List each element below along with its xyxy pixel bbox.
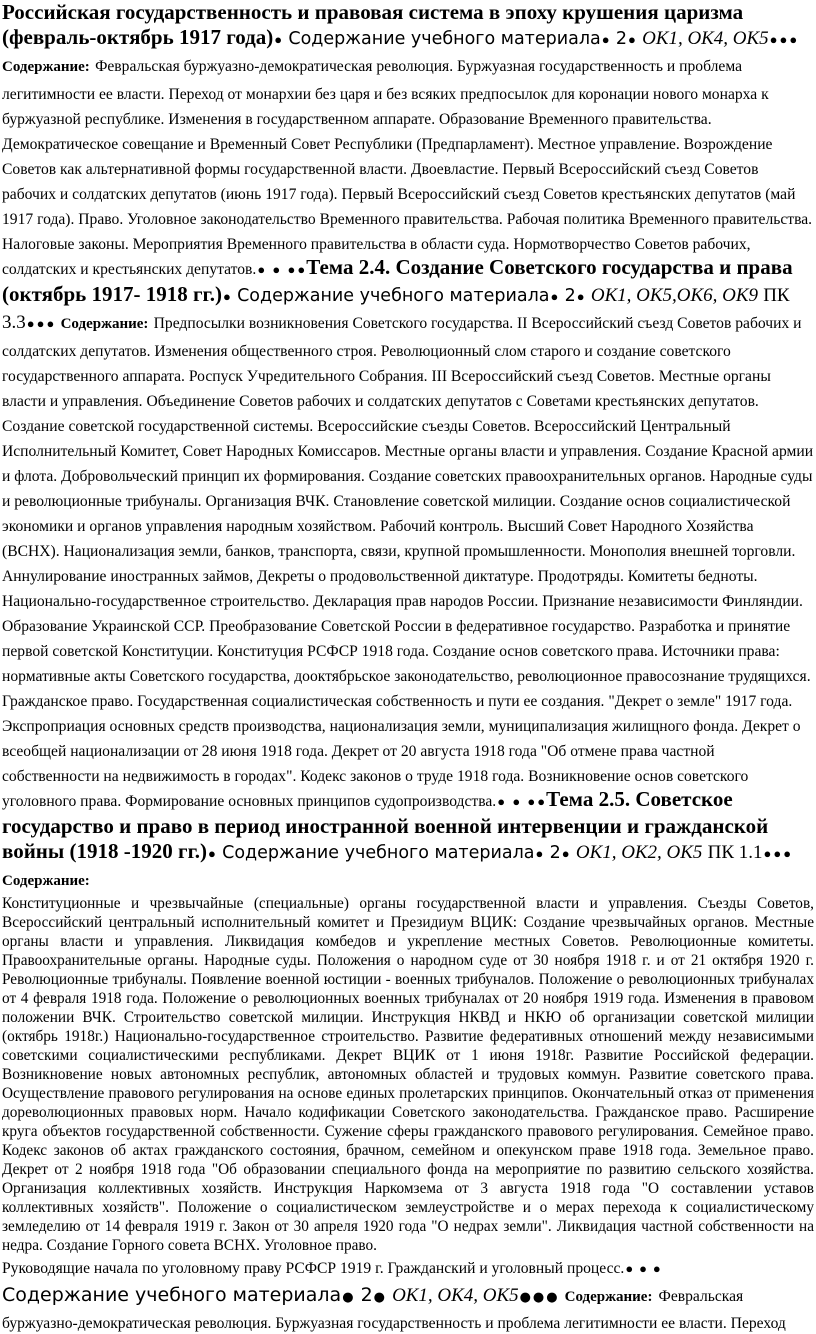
topic-2-5-body: [2, 894, 814, 1255]
bullet-icon: ●: [763, 846, 772, 861]
bullet-icon: ●: [373, 1290, 386, 1305]
bullet-icon: ●: [576, 289, 585, 304]
bullet-icon: ●: [274, 32, 283, 47]
topic-2-5-body-text: Конституционные и чрезвычайные (специальные) органы государственной власти и управления. Съезды Советов, Всероссийский центральный исполнительный комитет и Президиум ВЦИК: Создание чрезвычайных органов. Местные органы власти и управления. Ликвидация комбедов и укрепление местных Советов. Революционные комитеты. Правоохранительные органы. Народные суды. Положения о народном суде от 30 ноября 1918 г. и от 21 октября 1920 г. Революционные трибуналы. Появление военной юстиции - военных трибуналов. Положение о революционных трибуналах от 4 февраля 1918 года. Положение о революционных военных трибуналах от 20 ноября 1919 года. Изменения в правовом положении ВЧК. Строительство советской милиции. Инструкция НКВД и НКЮ об организации советской милиции (октябрь 1918г.) Национально-государственное строительство. Развитие федеративных отношений между независимыми советскими социалистическими республиками. Декрет ВЦИК от 1 июня 1918г. Развитие Российской федерации. Возникновение новых автономных республик, автономных областей и трудовых коммун. Развитие советского права. Осуществление правового регулирования на основе единых пролетарских принципов. Окончательный отказ от применения дореволюционных правовых норм. Начало кодификации Советского законодательства. Гражданское право. Расширение круга объектов государственной собственности. Сужение сферы гражданского правового регулирования. Семейное право. Кодекс законов об актах гражданского состояния, брачном, семейном и опекунском праве 1918 года. Земельное право. Декрет от 2 ноября 1918 года "Об образовании специального фонда на мероприятие по развитию сельского хозяйства. Организация коллективных хозяйств. Инструкция Наркомзема от 3 августа 1918 года "О составлении уставов коллективных хозяйств". Положение о социалистическом землеустройстве и о мерах перехода к социалистическому земледелию от 14 февраля 1919 г. Закон от 30 апреля 1920 года "О недрах земли". Ликвидация частной собственности на недра. Создание Горного совета ВСНХ. Уголовное право.: [2, 895, 814, 1254]
bullet-icon: ●: [519, 1290, 531, 1305]
document-page: [2, 0, 814, 1332]
bullet-icon: ●: [36, 316, 45, 331]
topic-2-5-title: Тема 2.5. Советское государство и право в период иностранной военной интервенции и гражданской войны (1918 -1920 гг.): [2, 787, 769, 863]
bullet-icon: ●: [287, 262, 296, 277]
pk-code: ПК 1.1: [707, 842, 763, 863]
bullet-icon: ●: [535, 846, 544, 861]
body-label: Содержание:: [60, 316, 149, 332]
competencies: ОК1, ОК4, ОК5: [392, 1285, 519, 1306]
hours-value: 2: [615, 29, 628, 49]
bullet-icon: ●: [625, 1261, 634, 1276]
bullet-icon: ●: [783, 846, 792, 861]
bullet-icon: ●: [46, 316, 55, 331]
hours-value: 2: [360, 1284, 373, 1306]
topic-2-3: [2, 0, 814, 1334]
body-label: Содержание:: [2, 59, 90, 75]
bullet-icon: ●: [497, 794, 506, 809]
bullet-icon: ●: [272, 262, 281, 277]
content-label: Содержание учебного материала: [237, 286, 550, 306]
content-label: Содержание учебного материала: [222, 843, 535, 863]
topic-2-3-title: Российская государственность и правовая система в эпоху крушения царизма (февраль-октябрь 1917 года): [2, 0, 744, 49]
topic-2-5-body-tail: Руководящие начала по уголовному праву РСФСР 1919 г. Гражданский и уголовный процесс.: [2, 1260, 625, 1277]
bullet-icon: ●: [652, 1261, 661, 1276]
bullet-icon: ●: [639, 1261, 647, 1276]
bullet-icon: ●: [222, 289, 231, 304]
content-label: Содержание учебного материала: [288, 29, 601, 49]
topic-2-3-body: Февральская буржуазно-демократическая революция. Буржуазная государственность и проблема легитимности ее власти. Переход от монархии без царя и без всяких предпосылок для коронации нового монарха к буржуазной республике. Изменения в государственном аппарате. Образование Временного правительства. Демократическое совещание и Временный Совет Республики (Предпарламент). Местное управление. Возрождение Советов как альтернативной формы государственной власти. Двоевластие. Первый Всероссийский съезд Советов рабочих и солдатских депутатов (июнь 1917 года). Первый Всероссийский съезд Советов крестьянских депутатов (май 1917 года). Право. Уголовное законодательство Временного правительства. Рабочая политика Временного правительства. Налоговые законы. Мероприятия Временного правительства в области суда. Нормотворчество Советов рабочих, солдатских и крестьянских депутатов.: [2, 58, 813, 278]
hours-value: 2: [549, 843, 561, 863]
topic-repeat-body: Февральская буржуазно-демократическая революция. Буржуазная государственность и проблема легитимности ее власти. Переход: [2, 1288, 786, 1332]
bullet-icon: ●: [257, 262, 266, 277]
topic-repeat: [2, 1283, 814, 1334]
pk-code: ПК 3.3: [2, 285, 790, 333]
bullet-icon: ●: [342, 1290, 354, 1305]
bullet-icon: ●: [512, 794, 521, 809]
bullet-icon: ●: [207, 846, 216, 861]
bullet-icon: ●: [532, 1290, 545, 1305]
bullet-icon: ●: [628, 32, 636, 47]
bullet-icon: ●: [789, 32, 798, 47]
bullet-icon: ●: [550, 289, 559, 304]
topic-2-4-title: Тема 2.4. Создание Советского государства и права (октябрь 1917- 1918 гг.): [2, 255, 793, 306]
content-label: Содержание учебного материала: [2, 1284, 342, 1306]
body-label: Содержание:: [2, 873, 90, 889]
competencies: ОК1, ОК2, ОК5: [575, 842, 703, 863]
bullet-icon: ●: [779, 32, 788, 47]
hours-value: 2: [564, 286, 576, 306]
body-label: Содержание:: [564, 1289, 653, 1305]
competencies: ОК1, ОК4, ОК5: [642, 28, 769, 49]
bullet-icon: ●: [546, 1290, 558, 1305]
topic-2-4-body: Предпосылки возникновения Советского государства. II Всероссийский съезд Советов рабочих и солдатских депутатов. Изменения общественного строя. Революционный слом старого и создание советского государственного аппарата. Роспуск Учредительного Собрания. III Всероссийский съезд Советов. Местные органы власти и управления. Объединение Советов рабочих и солдатских депутатов с Советами крестьянских депутатов. Создание советской государственной системы. Всероссийские съезды Советов. Всероссийский Центральный Исполнительный Комитет, Совет Народных Комиссаров. Местные органы власти и управления. Создание Красной армии и флота. Добровольческий принцип их формирования. Создание советских правоохранительных органов. Народные суды и революционные трибуналы. Организация ВЧК. Становление советской милиции. Создание основ социалистической экономики и органов управления народным хозяйством. Рабочий контроль. Высший Совет Народного Хозяйства (ВСНХ). Национализация земли, банков, транспорта, связи, крупной промышленности. Монополия внешней торговли. Аннулирование иностранных займов, Декреты о продовольственной диктатуре. Продотряды. Комитеты бедноты. Национально-государственное строительство. Декларация прав народов России. Признание независимости Финляндии. Образование Украинской ССР. Преобразование Советской России в федеративное государство. Разработка и принятие первой советской Конституции. Конституция РСФСР 1918 года. Создание основ советского права. Источники права: нормативные акты Советского государства, дооктябрьское законодательство, революционное правосознание трудящихся. Гражданское право. Государственная социалистическая собственность и пути ее создания. "Декрет о земле" 1917 года. Экспроприация основных средств производства, национализация земли, муниципализация жилищного фонда. Декрет о всеобщей национализации от 28 июня 1918 года. Декрет от 20 августа 1918 года "Об отмене права частной собственности на недвижимость в городах". Кодекс законов о труде 1918 года. Возникновение основ советского уголовного права. Формирование основных принципов судопроизводства.: [2, 315, 814, 810]
bullet-icon: ●: [26, 316, 35, 331]
bullet-icon: ●: [773, 846, 782, 861]
bullet-icon: ●: [297, 262, 306, 277]
bullet-icon: ●: [769, 32, 778, 47]
bullet-icon: ●: [527, 794, 536, 809]
competencies: ОК1, ОК5,ОК6, ОК9: [590, 285, 758, 306]
bullet-icon: ●: [561, 846, 570, 861]
bullet-icon: ●: [601, 32, 610, 47]
bullet-icon: ●: [537, 794, 546, 809]
